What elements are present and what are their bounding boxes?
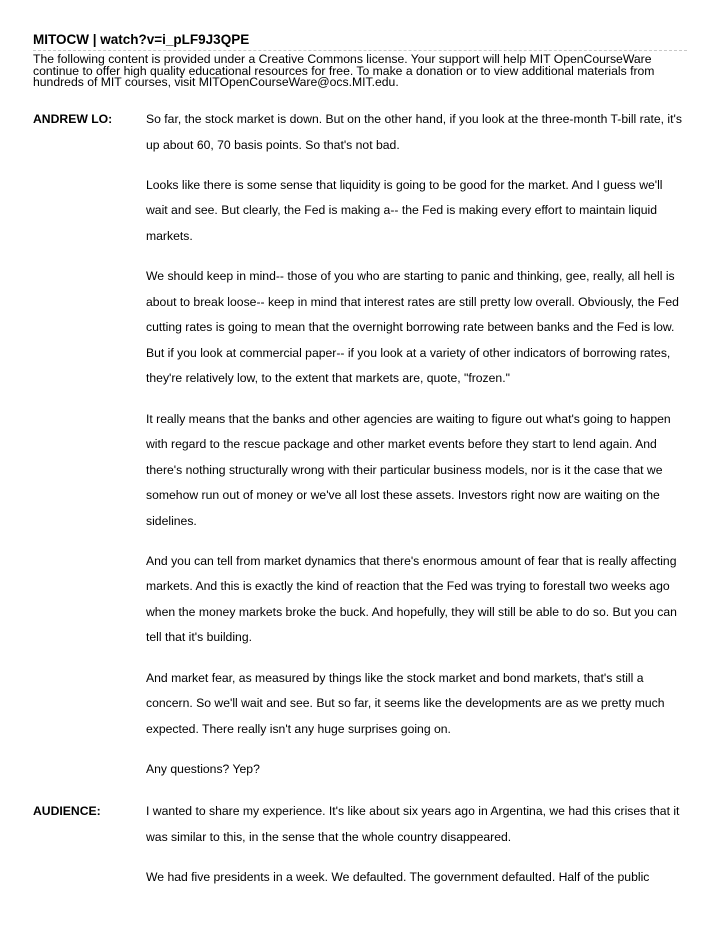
speaker-turn-audience <box>33 799 687 905</box>
speaker-turn-body <box>146 107 687 797</box>
transcript-paragraph: We had five presidents in a week. We defaulted. The government defaulted. Half of the public <box>146 869 650 884</box>
transcript-paragraph: So far, the stock market is down. But on the other hand, if you look at the three-month T-bill rate, it's up about 60, 70 basis points. So that's not bad. <box>146 112 682 152</box>
license-notice: The following content is provided under a Creative Commons license. Your support will help MIT OpenCourseWare continue to offer high quality educational resources for free. To make a donation or to view additional materials from hundreds of MIT courses, visit MITOpenCourseWare@ocs.MIT.edu. <box>33 52 655 90</box>
speaker-label: AUDIENCE: <box>33 804 101 819</box>
speaker-turn-andrew-lo <box>33 107 687 797</box>
transcript-paragraph: It really means that the banks and other agencies are waiting to figure out what's going to happen with regard to the rescue package and other market events before they start to lend again. And there's nothing structurally wrong with their particular business models, nor is it the case that we somehow run out of money or we've all lost these assets. Investors right now are waiting on the sidelines. <box>146 411 671 528</box>
transcript-paragraph: I wanted to share my experience. It's like about six years ago in Argentina, we had this crises that it was similar to this, in the sense that the whole country disappeared. <box>146 804 680 844</box>
document-title: MITOCW | watch?v=i_pLF9J3QPE <box>33 31 687 51</box>
transcript-paragraph: We should keep in mind-- those of you who are starting to panic and thinking, gee, really, all hell is about to break loose-- keep in mind that interest rates are still pretty low overall. Obviously, the Fed cutting rates is going to mean that the overnight borrowing rate between banks and the Fed is low. But if you look at commercial paper-- if you look at a variety of other indicators of borrowing rates, they're relatively low, to the extent that markets are, quote, "frozen." <box>146 269 679 386</box>
transcript-page <box>33 31 687 905</box>
transcript <box>33 107 687 905</box>
speaker-label: ANDREW LO: <box>33 112 113 127</box>
transcript-paragraph: Looks like there is some sense that liquidity is going to be good for the market. And I guess we'll wait and see. But clearly, the Fed is making a-- the Fed is making every effort to maintain liquid markets. <box>146 177 663 243</box>
transcript-paragraph: And market fear, as measured by things like the stock market and bond markets, that's still a concern. So we'll wait and see. But so far, it seems like the developments are as we pretty much expected. There really isn't any huge surprises going on. <box>146 670 665 736</box>
transcript-paragraph: And you can tell from market dynamics that there's enormous amount of fear that is really affecting markets. And this is exactly the kind of reaction that the Fed was trying to forestall two weeks ago when the money markets broke the buck. And hopefully, they will still be able to do so. But you can tell that it's building. <box>146 553 677 645</box>
speaker-turn-body <box>146 799 687 905</box>
transcript-paragraph: Any questions? Yep? <box>146 761 260 776</box>
